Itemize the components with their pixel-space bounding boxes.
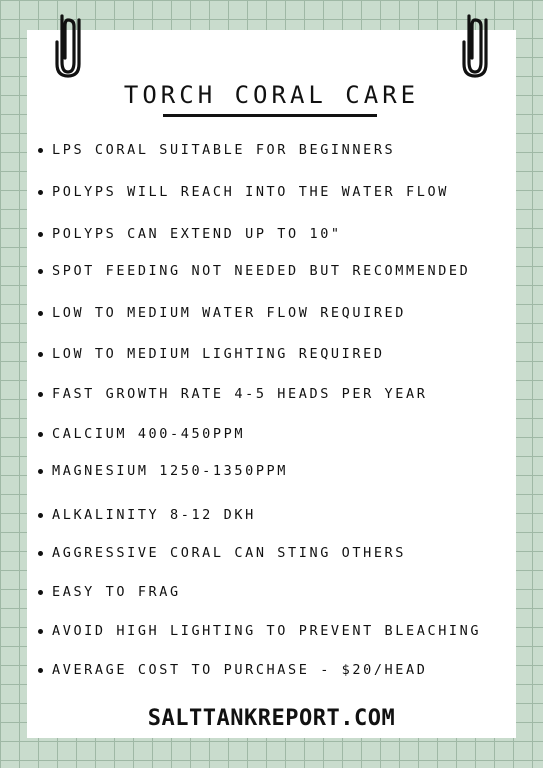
bullet-icon	[38, 432, 43, 437]
bullet-icon	[38, 148, 43, 153]
list-item-text: MAGNESIUM 1250-1350PPM	[52, 463, 289, 479]
bullet-icon	[38, 551, 43, 556]
list-item-text: POLYPS WILL REACH INTO THE WATER FLOW	[52, 184, 449, 200]
bullet-icon	[38, 590, 43, 595]
bullet-icon	[38, 668, 43, 673]
paperclip-icon	[458, 12, 492, 78]
paperclip-icon	[51, 12, 85, 78]
list-item	[38, 225, 342, 243]
list-item	[38, 385, 427, 403]
list-item-text: ALKALINITY 8-12 DKH	[52, 507, 256, 523]
list-item	[38, 141, 395, 159]
bullet-icon	[38, 513, 43, 518]
bullet-icon	[38, 469, 43, 474]
list-item	[38, 544, 406, 562]
bullet-icon	[38, 269, 43, 274]
list-item	[38, 425, 245, 443]
list-item	[38, 345, 385, 363]
bullet-icon	[38, 190, 43, 195]
list-item	[38, 304, 406, 322]
list-item	[38, 583, 181, 601]
list-item	[38, 183, 449, 201]
list-item-text: AVOID HIGH LIGHTING TO PREVENT BLEACHING	[52, 623, 482, 639]
bullet-icon	[38, 352, 43, 357]
list-item	[38, 262, 470, 280]
list-item-text: AVERAGE COST TO PURCHASE - $20/HEAD	[52, 662, 428, 678]
list-item-text: SPOT FEEDING NOT NEEDED BUT RECOMMENDED	[52, 263, 471, 279]
bullet-icon	[38, 311, 43, 316]
bullet-icon	[38, 629, 43, 634]
page-title: TORCH CORAL CARE	[123, 81, 420, 109]
bullet-icon	[38, 392, 43, 397]
list-item-text: CALCIUM 400-450PPM	[52, 426, 246, 442]
list-item	[38, 462, 288, 480]
list-item-text: LOW TO MEDIUM LIGHTING REQUIRED	[52, 346, 385, 362]
list-item-text: FAST GROWTH RATE 4-5 HEADS PER YEAR	[52, 386, 428, 402]
list-item-text: LPS CORAL SUITABLE FOR BEGINNERS	[52, 142, 396, 158]
title-underline	[163, 114, 377, 117]
bullet-icon	[38, 232, 43, 237]
list-item-text: POLYPS CAN EXTEND UP TO 10"	[52, 226, 342, 242]
list-item	[38, 506, 256, 524]
list-item-text: LOW TO MEDIUM WATER FLOW REQUIRED	[52, 305, 407, 321]
list-item	[38, 622, 481, 640]
list-item-text: EASY TO FRAG	[52, 584, 181, 600]
site-url: SALTTANKREPORT.COM	[147, 706, 396, 731]
list-item-text: AGGRESSIVE CORAL CAN STING OTHERS	[52, 545, 407, 561]
list-item	[38, 661, 427, 679]
